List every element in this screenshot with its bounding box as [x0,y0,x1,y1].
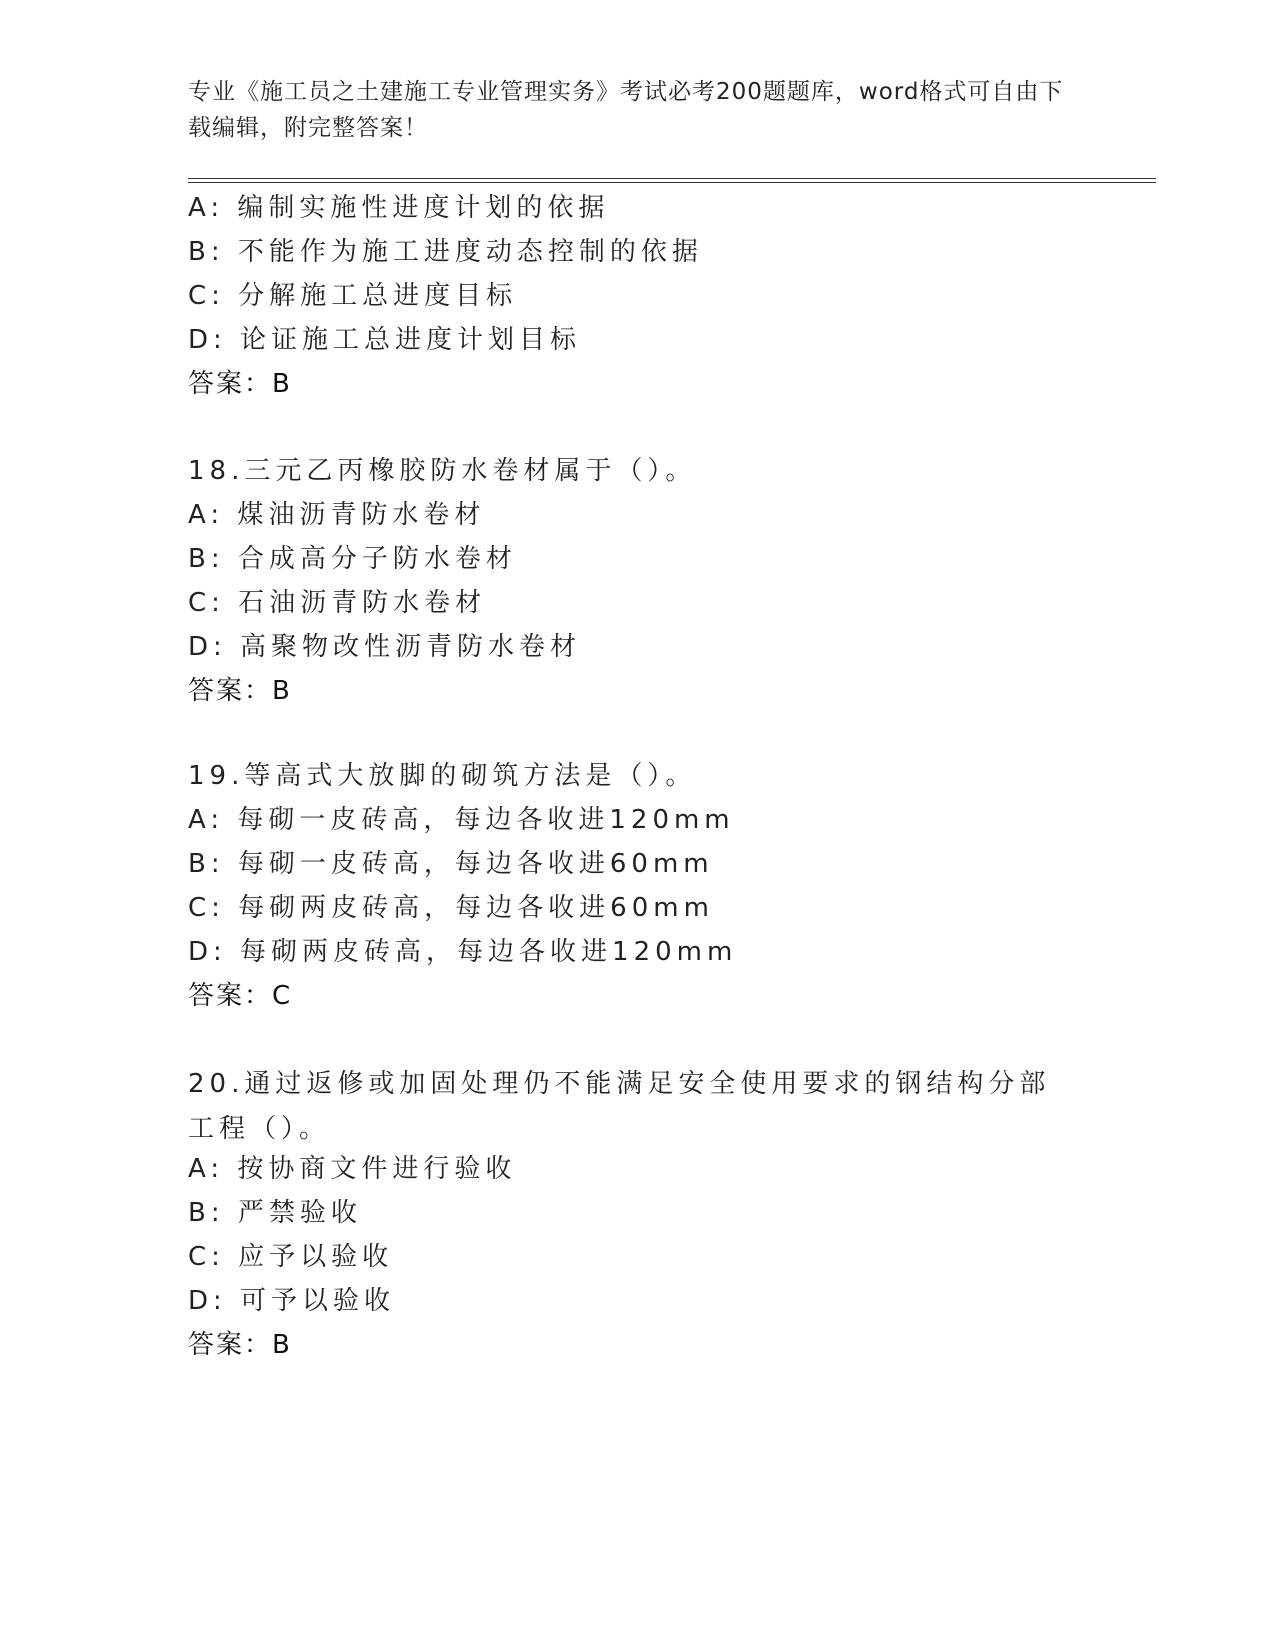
q18-stem: 18.三元乙丙橡胶防水卷材属于（）。 [188,456,697,486]
q19-stem: 19.等高式大放脚的砌筑方法是（）。 [188,761,697,791]
q17-answer: 答案：B [188,369,292,399]
q18-answer: 答案：B [188,676,292,706]
q17-option-d: D: 论证施工总进度计划目标 [188,325,582,355]
q20-option-c: C: 应予以验收 [188,1242,394,1272]
q20-answer: 答案：B [188,1330,292,1360]
q18-option-c: C: 石油沥青防水卷材 [188,588,487,618]
q19-option-b: B: 每砌一皮砖高，每边各收进60mm [188,849,714,879]
header-divider-top [188,178,1156,179]
q19-option-a: A: 每砌一皮砖高，每边各收进120mm [188,805,735,835]
q17-option-b: B: 不能作为施工进度动态控制的依据 [188,237,703,267]
q18-option-a: A: 煤油沥青防水卷材 [188,500,486,530]
q20-option-a: A: 按协商文件进行验收 [188,1154,517,1184]
q20-option-b: B: 严禁验收 [188,1198,362,1228]
q17-option-c: C: 分解施工总进度目标 [188,281,518,311]
q19-answer: 答案：C [188,981,293,1011]
q19-option-d: D: 每砌两皮砖高，每边各收进120mm [188,937,738,967]
header-divider-bottom [188,182,1156,183]
q19-option-c: C: 每砌两皮砖高，每边各收进60mm [188,893,714,923]
q18-option-b: B: 合成高分子防水卷材 [188,544,517,574]
q20-stem: 20.通过返修或加固处理仍不能满足安全使用要求的钢结构分部工程（）。 [188,1069,1051,1144]
q17-option-a: A: 编制实施性进度计划的依据 [188,193,610,223]
q18-option-d: D: 高聚物改性沥青防水卷材 [188,632,582,662]
document-header: 专业《施工员之土建施工专业管理实务》考试必考200题题库，word格式可自由下载编辑，附完整答案！ [188,79,1064,141]
q20-option-d: D: 可予以验收 [188,1286,396,1316]
